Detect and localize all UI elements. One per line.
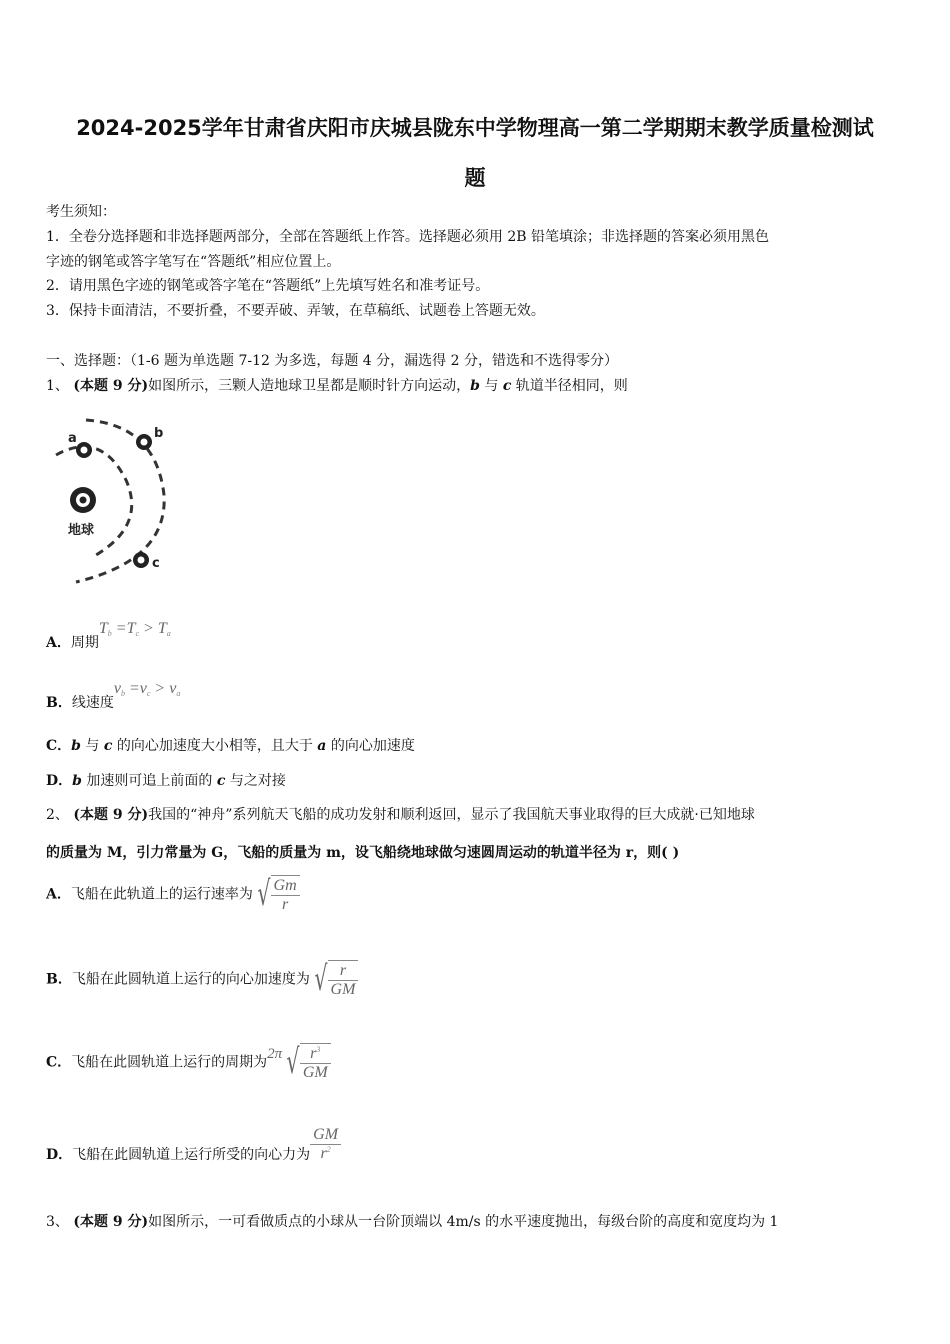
question-number: 2、 (46, 807, 69, 823)
q1-option-b[interactable] (46, 678, 181, 711)
notice-item-2: 2．请用黑色字迹的钢笔或答字笔在“答题纸”上先填写姓名和准考证号。 (46, 278, 490, 294)
option-text: 线速度 (71, 695, 114, 711)
option-label: A． (46, 886, 71, 903)
question-score: (本题 9 分) (73, 1214, 149, 1230)
option-label: A． (46, 635, 71, 651)
option-text: 飞船在此圆轨道上运行的周期为 (71, 1054, 268, 1071)
notice-item-1b: 字迹的钢笔或答字笔写在“答题纸”相应位置上。 (46, 254, 341, 270)
satellite-b-label: b (154, 426, 164, 441)
q1-text-post: 轨道半径相同，则 (511, 378, 628, 394)
notice-item-1a: 1．全卷分选择题和非选择题两部分，全部在答题纸上作答。选择题必须用 2B 铅笔填涂；非选择题的答案必须用黑色 (46, 229, 769, 245)
option-text: 飞船在此圆轨道上运行的向心加速度为 (71, 971, 310, 988)
speed-formula: √ $\frac{Gm}{r}$ (253, 874, 300, 914)
q1-option-c[interactable]: C．b 与 c 的向心加速度大小相等，且大于 a 的向心加速度 (46, 738, 415, 754)
question-score: (本题 9 分) (73, 807, 149, 823)
q2-option-a[interactable] (46, 874, 300, 914)
satellite-a-label: a (68, 431, 77, 446)
q1-option-d[interactable]: D．b 加速则可追上前面的 c 与之对接 (46, 773, 286, 789)
force-formula: $\frac{GM}{r^2}$ (310, 1126, 341, 1163)
page-title-line1: 2024-2025学年甘肃省庆阳市庆城县陇东中学物理高一第二学期期末教学质量检测试 (76, 116, 874, 140)
option-label: B． (46, 695, 72, 711)
var-b: b (470, 378, 480, 394)
page-title-line2: 题 (464, 166, 486, 190)
option-label: C． (46, 1054, 72, 1071)
section-heading: 一、选择题：（1-6 题为单选题 7-12 为多选，每题 4 分，漏选得 2 分，错选和不选得零分） (46, 353, 618, 369)
question-1-stem (46, 377, 628, 395)
q2-option-d[interactable] (46, 1126, 341, 1163)
q2-option-b[interactable] (46, 959, 358, 999)
option-label: C． (46, 738, 72, 754)
q2-option-c[interactable] (46, 1042, 331, 1082)
velocity-formula: $v_b =v_c > v_a$ (113, 680, 181, 698)
earth-label: 地球 (68, 523, 95, 538)
q1-text-and: 与 (479, 378, 503, 394)
option-text: 飞船在此轨道上的运行速率为 (70, 886, 253, 903)
period-formula: √ $\frac{r^3}{GM}$ (282, 1042, 331, 1082)
period-formula: $T_b =T_c > T_a$ (98, 620, 171, 638)
question-2-stem-line1: 2、 (本题 9 分)我国的“神舟”系列航天飞船的成功发射和顺利返回，显示了我国航天事业取得的巨大成就·已知地球 (46, 807, 755, 823)
acceleration-formula: √ $\frac{r}{GM}$ (310, 959, 359, 999)
coefficient: 2π (267, 1045, 283, 1062)
option-label: D． (46, 1147, 73, 1163)
option-label: B． (46, 971, 72, 988)
question-number: 1、 (46, 378, 69, 394)
satellite-c-label: c (152, 556, 160, 571)
question-3-stem: 3、 (本题 9 分)如图所示，一可看做质点的小球从一台阶顶端以 4m/s 的水平速度抛出，每级台阶的高度和宽度均为 1 (46, 1214, 779, 1230)
question-score: (本题 9 分) (73, 378, 149, 394)
question-number: 3、 (46, 1214, 69, 1230)
q1-text: 如图所示，三颗人造地球卫星都是顺时针方向运动， (148, 378, 471, 394)
notice-item-3: 3．保持卡面清洁，不要折叠，不要弄破、弄皱，在草稿纸、试题卷上答题无效。 (46, 303, 545, 319)
var-c: c (502, 378, 512, 394)
question-2-stem-line2: 的质量为 M，引力常量为 G，飞船的质量为 m，设飞船绕地球做匀速圆周运动的轨道半径为 r，则( ) (46, 845, 680, 861)
option-label: D． (46, 773, 73, 789)
option-text: 周期 (70, 635, 99, 651)
notice-heading: 考生须知： (46, 204, 116, 220)
option-text: 飞船在此圆轨道上运行所受的向心力为 (72, 1147, 311, 1163)
q1-option-a[interactable] (46, 618, 171, 651)
orbit-figure (46, 410, 186, 595)
